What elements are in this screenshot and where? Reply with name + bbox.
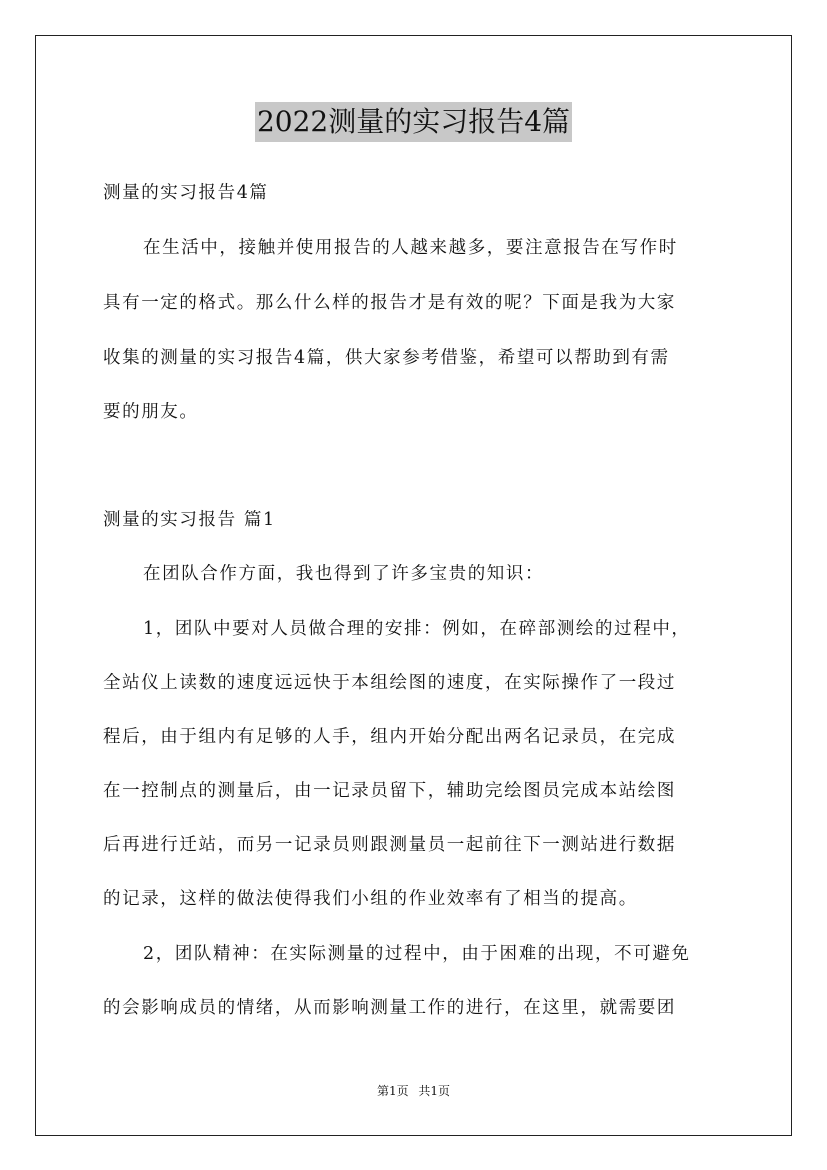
paragraph-line: 的会影响成员的情绪，从而影响测量工作的进行，在这里，就需要团	[103, 998, 676, 1018]
paragraph-line: 程后，由于组内有足够的人手，组内开始分配出两名记录员，在完成	[103, 727, 676, 747]
document-title: 2022测量的实习报告4篇	[255, 102, 572, 142]
page-total: 共1页	[418, 1084, 451, 1098]
title-container	[0, 102, 827, 142]
paragraph-line: 1，团队中要对人员做合理的安排：例如，在碎部测绘的过程中，	[143, 619, 691, 639]
paragraph-line: 在生活中，接触并使用报告的人越来越多，要注意报告在写作时	[143, 238, 678, 258]
paragraph-line: 在团队合作方面，我也得到了许多宝贵的知识：	[143, 564, 545, 584]
section-heading: 测量的实习报告 篇1	[103, 510, 276, 530]
document-subtitle: 测量的实习报告4篇	[103, 183, 269, 203]
page-number: 第1页	[376, 1084, 409, 1098]
page-footer	[0, 1083, 827, 1099]
paragraph-line: 全站仪上读数的速度远远快于本组绘图的速度，在实际操作了一段过	[103, 673, 676, 693]
paragraph-line: 2，团队精神：在实际测量的过程中，由于困难的出现，不可避免	[143, 944, 691, 964]
paragraph-line: 具有一定的格式。那么什么样的报告才是有效的呢？下面是我为大家	[103, 293, 676, 313]
paragraph-line: 收集的测量的实习报告4篇，供大家参考借鉴，希望可以帮助到有需	[103, 348, 670, 368]
paragraph-line: 的记录，这样的做法使得我们小组的作业效率有了相当的提高。	[103, 889, 638, 909]
paragraph-line: 在一控制点的测量后，由一记录员留下，辅助完绘图员完成本站绘图	[103, 781, 676, 801]
paragraph-line: 要的朋友。	[103, 402, 199, 422]
paragraph-line: 后再进行迁站，而另一记录员则跟测量员一起前往下一测站进行数据	[103, 835, 676, 855]
